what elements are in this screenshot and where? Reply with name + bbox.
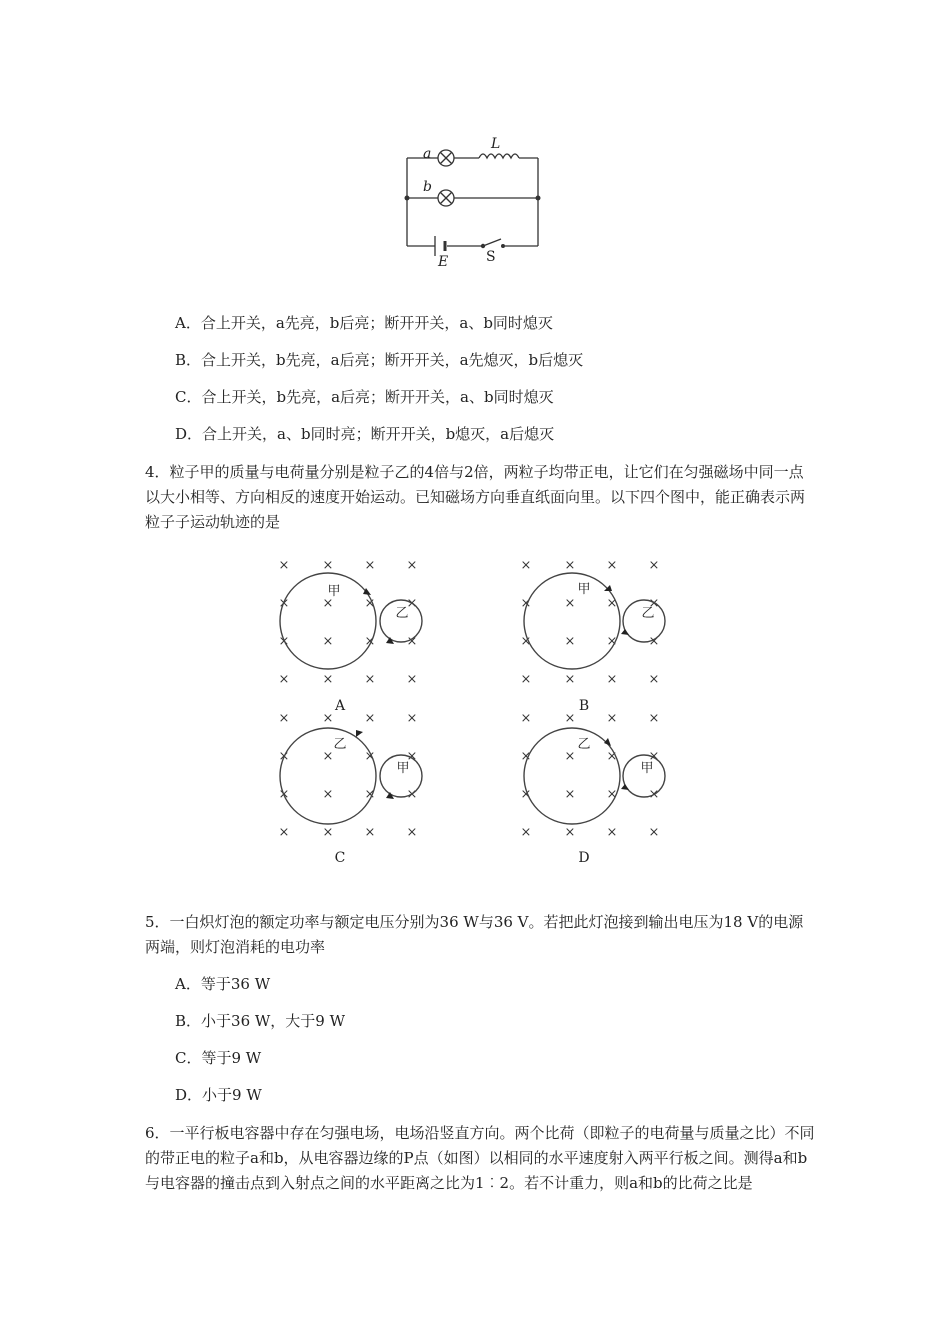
figure-label: B [578,698,590,714]
q6-stem: 6．一平行板电容器中存在匀强电场，电场沿竖直方向。两个比荷（即粒子的电荷量与质量之比）不同的带正电的粒子a和b，从电容器边缘的P点（如图）以相同的水平速度射入两平行板之间。测得a和b与电容器的撞击点到入射点之间的水平距离之比为1︰2。若不计重力，则a和b的比荷之比是 [145,1124,815,1192]
label-L: L [491,136,501,152]
field-mark: × [406,596,418,611]
q3-option-b: B．合上开关，b先亮，a后亮；断开开关，a先熄灭，b后熄灭 [175,351,584,369]
label-b: b [423,179,432,195]
q4-figure-d [512,708,682,868]
field-mark: × [322,711,334,726]
field-mark: × [564,787,576,802]
field-mark: × [322,825,334,840]
q5-option-d: D．小于9 W [175,1086,262,1104]
field-mark: × [406,749,418,764]
field-mark: × [322,787,334,802]
field-mark: × [606,825,618,840]
field-mark: × [364,787,376,802]
particle-label-small: 甲 [396,761,410,776]
field-mark: × [648,825,660,840]
particle-label-small: 甲 [640,761,654,776]
field-mark: × [564,825,576,840]
field-mark: × [322,749,334,764]
field-mark: × [322,672,334,687]
q5-option-a: A．等于36 W [175,975,271,993]
circuit-diagram [395,128,555,278]
label-a: a [423,146,432,162]
field-mark: × [606,596,618,611]
field-mark: × [564,558,576,573]
field-mark: × [606,558,618,573]
field-mark: × [606,634,618,649]
field-mark: × [278,672,290,687]
field-mark: × [364,672,376,687]
q5-stem: 5．一白炽灯泡的额定功率与额定电压分别为36 W与36 V。若把此灯泡接到输出电压为18 V的电源两端，则灯泡消耗的电功率 [145,913,804,956]
field-mark: × [364,558,376,573]
label-E: E [438,254,449,270]
field-mark: × [648,634,660,649]
field-mark: × [606,787,618,802]
field-mark: × [606,749,618,764]
field-mark: × [364,634,376,649]
field-mark: × [322,634,334,649]
field-mark: × [564,634,576,649]
particle-label-big: 甲 [327,584,341,599]
field-mark: × [564,596,576,611]
particle-label-small: 乙 [395,606,409,621]
field-mark: × [406,711,418,726]
figure-label: C [334,850,346,866]
field-mark: × [520,749,532,764]
field-mark: × [406,672,418,687]
q4-figure-b [512,555,682,715]
figure-label: A [334,698,346,714]
field-mark: × [564,749,576,764]
field-mark: × [520,634,532,649]
particle-label-big: 甲 [577,582,591,597]
field-mark: × [648,596,660,611]
field-mark: × [278,558,290,573]
particle-label-big: 乙 [577,737,591,752]
q3-option-d: D．合上开关，a、b同时亮；断开开关，b熄灭，a后熄灭 [175,425,555,443]
field-mark: × [278,634,290,649]
field-mark: × [278,711,290,726]
field-mark: × [648,749,660,764]
field-mark: × [648,672,660,687]
field-mark: × [322,596,334,611]
figure-label: D [578,850,590,866]
q3-option-a: A．合上开关，a先亮，b后亮；断开开关，a、b同时熄灭 [175,314,553,332]
field-mark: × [564,672,576,687]
field-mark: × [278,596,290,611]
particle-label-small: 乙 [641,606,655,621]
field-mark: × [364,825,376,840]
field-mark: × [278,749,290,764]
particle-label-big: 乙 [333,737,347,752]
field-mark: × [520,672,532,687]
field-mark: × [278,825,290,840]
field-mark: × [364,711,376,726]
q4-figure-c [270,708,440,868]
field-mark: × [606,711,618,726]
field-mark: × [520,596,532,611]
field-mark: × [564,711,576,726]
field-mark: × [520,787,532,802]
q3-option-c: C．合上开关，b先亮，a后亮；断开开关，a、b同时熄灭 [175,388,554,406]
field-mark: × [520,711,532,726]
field-mark: × [406,634,418,649]
field-mark: × [648,711,660,726]
q4-figure-a [270,555,440,715]
field-mark: × [364,749,376,764]
field-mark: × [278,787,290,802]
q4-stem: 4．粒子甲的质量与电荷量分别是粒子乙的4倍与2倍，两粒子均带正电，让它们在匀强磁场中同一点以大小相等、方向相反的速度开始运动。已知磁场方向垂直纸面向里。以下四个图中，能正确表示两粒子子运动轨迹的是 [145,463,806,531]
field-mark: × [648,558,660,573]
q5-option-b: B．小于36 W，大于9 W [175,1012,346,1030]
field-mark: × [520,558,532,573]
field-mark: × [406,825,418,840]
field-mark: × [364,596,376,611]
field-mark: × [520,825,532,840]
field-mark: × [406,558,418,573]
field-mark: × [406,787,418,802]
field-mark: × [322,558,334,573]
field-mark: × [648,787,660,802]
q5-option-c: C．等于9 W [175,1049,262,1067]
field-mark: × [606,672,618,687]
label-S: S [486,249,496,265]
